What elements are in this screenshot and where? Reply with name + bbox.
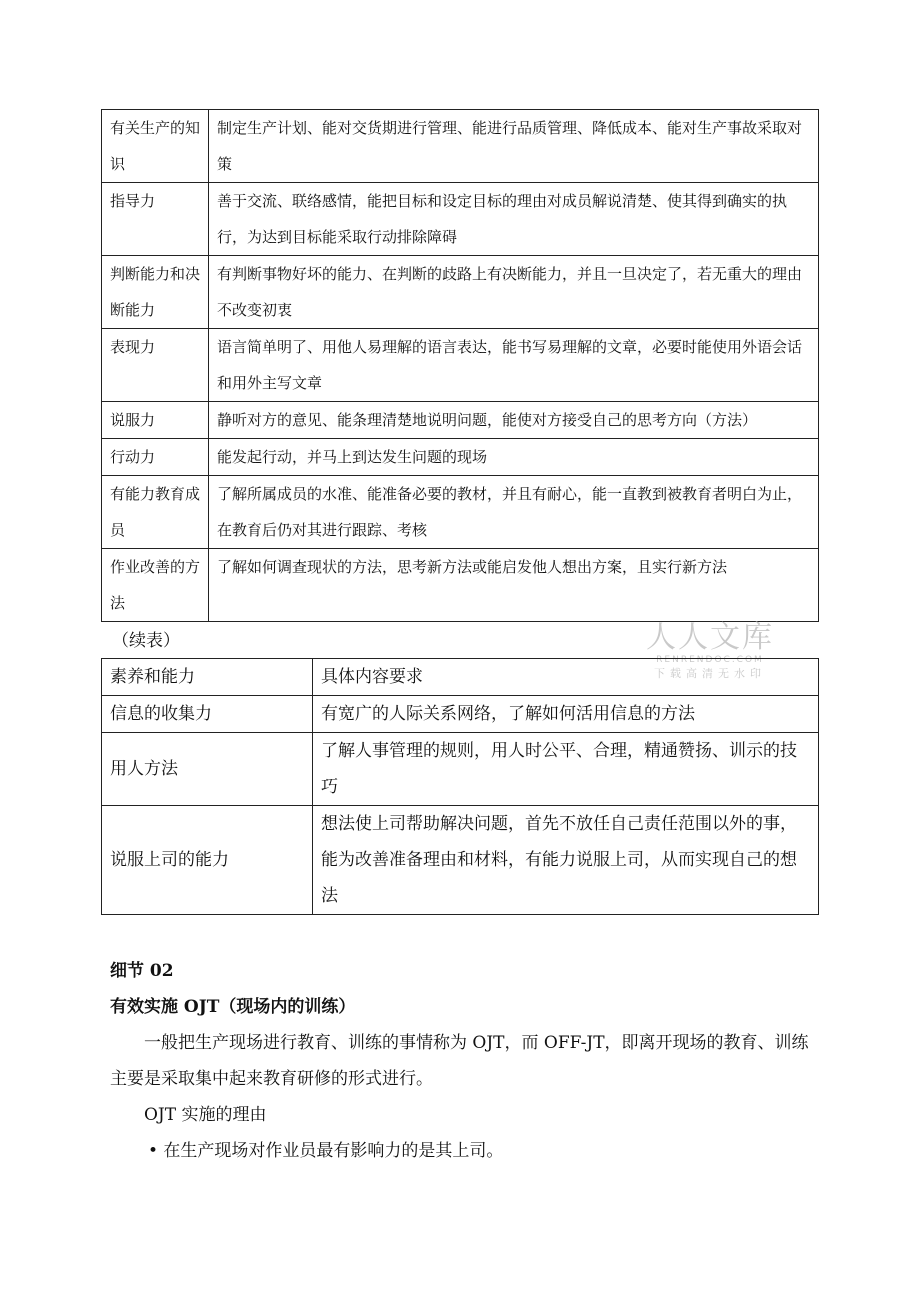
watermark-main: 人人文库 bbox=[646, 620, 774, 655]
table-row bbox=[102, 733, 819, 806]
body-paragraph: 一般把生产现场进行教育、训练的事情称为 OJT，而 OFF-JT，即离开现场的教育、训练主要是采取集中起来教育研修的形式进行。 bbox=[110, 1033, 809, 1089]
ability-description: 有宽广的人际关系网络，了解如何活用信息的方法 bbox=[313, 696, 819, 733]
ability-description: 了解所属成员的水准、能准备必要的教材，并且有耐心，能一直教到被教育者明白为止，在教育后仍对其进行跟踪、考核 bbox=[209, 476, 819, 549]
ability-description: 有判断事物好坏的能力、在判断的歧路上有决断能力，并且一旦决定了，若无重大的理由不改变初衷 bbox=[209, 256, 819, 329]
header-ability: 素养和能力 bbox=[102, 659, 313, 696]
ability-description: 善于交流、联络感情，能把目标和设定目标的理由对成员解说清楚、使其得到确实的执行，为达到目标能采取行动排除障碍 bbox=[209, 183, 819, 256]
ability-description: 想法使上司帮助解决问题，首先不放任自己责任范围以外的事，能为改善准备理由和材料，有能力说服上司，从而实现自己的想法 bbox=[313, 806, 819, 915]
ability-name: 判断能力和决断能力 bbox=[102, 256, 209, 329]
table-row bbox=[102, 402, 819, 439]
bullet-item: • 在生产现场对作业员最有影响力的是其上司。 bbox=[148, 1141, 504, 1161]
ability-name: 表现力 bbox=[102, 329, 209, 402]
table-row bbox=[102, 183, 819, 256]
ability-name: 指导力 bbox=[102, 183, 209, 256]
ability-description: 制定生产计划、能对交货期进行管理、能进行品质管理、降低成本、能对生产事故采取对策 bbox=[209, 110, 819, 183]
ability-name: 作业改善的方法 bbox=[102, 549, 209, 622]
ability-description: 能发起行动，并马上到达发生问题的现场 bbox=[209, 439, 819, 476]
section-number: 细节 02 bbox=[110, 961, 174, 981]
ability-name: 说服力 bbox=[102, 402, 209, 439]
ability-table-continued bbox=[101, 658, 819, 915]
ability-name: 信息的收集力 bbox=[102, 696, 313, 733]
table-row bbox=[102, 110, 819, 183]
watermark-url: RENRENDOC.COM bbox=[656, 655, 764, 665]
ability-description: 语言简单明了、用他人易理解的语言表达，能书写易理解的文章，必要时能使用外语会话和用外主写文章 bbox=[209, 329, 819, 402]
ability-description: 静听对方的意见、能条理清楚地说明问题，能使对方接受自己的思考方向（方法） bbox=[209, 402, 819, 439]
table-row bbox=[102, 549, 819, 622]
ability-table bbox=[101, 109, 819, 622]
ability-name: 用人方法 bbox=[102, 733, 313, 806]
table-row bbox=[102, 439, 819, 476]
ability-description: 了解人事管理的规则，用人时公平、合理，精通赞扬、训示的技巧 bbox=[313, 733, 819, 806]
reason-heading: OJT 实施的理由 bbox=[144, 1105, 267, 1125]
section-title: 有效实施 OJT（现场内的训练） bbox=[110, 997, 356, 1017]
continued-label: （续表） bbox=[112, 631, 180, 651]
ability-name: 有关生产的知识 bbox=[102, 110, 209, 183]
table-row bbox=[102, 256, 819, 329]
header-requirement: 具体内容要求 bbox=[313, 659, 819, 696]
table-row bbox=[102, 476, 819, 549]
watermark-sub: 下载高清无水印 bbox=[654, 667, 766, 680]
table-row bbox=[102, 806, 819, 915]
ability-name: 行动力 bbox=[102, 439, 209, 476]
ability-name: 说服上司的能力 bbox=[102, 806, 313, 915]
table-row bbox=[102, 329, 819, 402]
table-header-row bbox=[102, 659, 819, 696]
ability-description: 了解如何调查现状的方法，思考新方法或能启发他人想出方案，且实行新方法 bbox=[209, 549, 819, 622]
table-row bbox=[102, 696, 819, 733]
ability-name: 有能力教育成员 bbox=[102, 476, 209, 549]
